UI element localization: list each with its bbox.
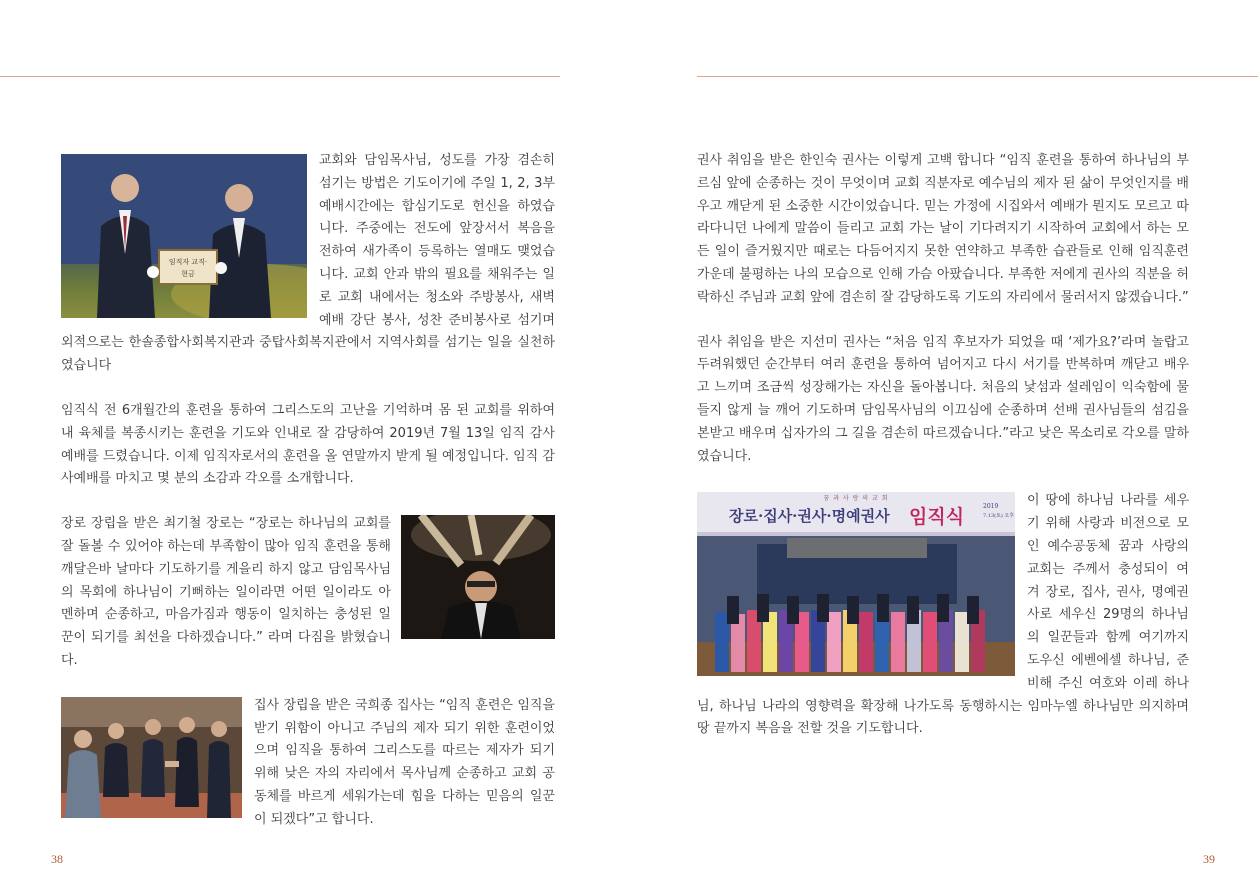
paragraph-deacon-testimony: 집사 장립을 받은 국희종 집사는 “임직 훈련은 임직을 받기 위함이 아니고 주님의 제자 되기 위한 훈련이었으며 임직을 통하여 그리스도를 따르는 제자가 되기 위해 낮은 자의 자리에서 목사님께 순종하고 교회 공동체를 바르게 세워가는데 힘을 다하는 믿음의 일꾼이 되겠다”고 합니다. bbox=[254, 697, 555, 827]
paragraph-kwonsa-han-testimony: 권사 취임을 받은 한인숙 권사는 이렇게 고백 합니다 “임직 훈련을 통하여 하나님의 부르심 앞에 순종하는 것이 무엇이며 교회 직분자로 예수님의 제자 된 삶이 무엇인지를 배우고 깨닫게 된 소중한 시간이었습니다. 믿는 가정에 시집와서 예배가 뭔지도 모르고 따라다니던 나에게 말씀이 들리고 교회 가는 날이 기다려지기 시작하여 교회에서 하는 모든 일이 즐거웠지만 때로는 다듬어지지 못한 연약하고 부족한 습관들로 인해 임직훈련 가운데 불평하는 나의 모습으로 인해 가슴 아팠습니다. 부족한 저에게 권사의 직분을 허락하신 주님과 교회 앞에 겸손히 잘 감당하도록 기도의 자리에서 물러서지 않겠습니다.” bbox=[697, 153, 1189, 305]
photo-elder-ordination bbox=[401, 515, 555, 639]
photo-group-ordination-ceremony bbox=[697, 492, 1015, 676]
page-number-left: 38 bbox=[51, 852, 63, 866]
photo-deacon-handshake bbox=[61, 697, 242, 818]
banner-church-name: 꿈 과 사 랑 의 교 회 bbox=[823, 495, 889, 503]
photo-plaque-presentation bbox=[61, 154, 307, 318]
page-number-right: 39 bbox=[1203, 852, 1215, 866]
right-page bbox=[697, 150, 1189, 741]
banner-year: 2019 bbox=[983, 503, 999, 511]
banner-title: 장로·집사·권사·명예권사 bbox=[729, 507, 890, 526]
plaque-text-line2: 현금 bbox=[181, 270, 195, 278]
banner-date: 7.13(토) 오후 bbox=[983, 513, 1015, 520]
paragraph-kwonsa-ji-testimony: 권사 취임을 받은 지선미 권사는 “처음 임직 후보자가 되었을 때 ‘제가요?’라며 놀랍고 두려워했던 순간부터 여러 훈련을 통하여 넘어지고 다시 서기를 반복하며 깨닫고 배우고 느끼며 조금씩 성장해가는 자신을 돌아봅니다. 처음의 낯섬과 설레임이 익숙함에 물들지 않게 늘 깨어 기도하며 담임목사님의 이끄심에 순종하며 선배 권사님들의 섬김을 본받고 배우며 십자가의 그 길을 겸손히 따르겠습니다.”라고 낮은 목소리로 각오를 말하였습니다. bbox=[697, 334, 1189, 464]
paragraph-closing-prayer: 이 땅에 하나님 나라를 세우기 위해 사랑과 비전으로 모인 예수공동체 꿈과 사랑의교회는 주께서 충성되이 여겨 장로, 집사, 권사, 명예권사로 세우신 29명의 하나님의 일꾼들과 함께 여기까지 도우신 에벤에셀 하나님, 준비해 주신 여호와 이레 하나님, 하나님 나라의 영향력을 확장해 나가도록 동행하시는 임마누엘 하나님만 의지하며 땅 끝까지 복음을 전할 것을 기도합니다. bbox=[697, 493, 1189, 737]
paragraph-training-summary: 임직식 전 6개월간의 훈련을 통하여 그리스도의 고난을 기억하며 몸 된 교회를 위하여 내 육체를 복종시키는 훈련을 기도와 인내로 잘 감당하여 2019년 7월 13일 임직 감사예배를 드렸습니다. 이제 임직자로서의 훈련을 올 연말까지 받게 될 예정입니다. 임직 감사예배를 마치고 몇 분의 소감과 각오를 소개합니다. bbox=[61, 402, 555, 487]
top-rule-left bbox=[0, 76, 560, 77]
paragraph-ministry-service: 교회와 담임목사님, 성도를 가장 겸손히 섬기는 방법은 기도이기에 주일 1, 2, 3부 예배시간에는 합심기도로 헌신을 하였습니다. 주중에는 전도에 앞장서서 복음을 전하여 새가족이 등록하는 열매도 맺었습니다. 교회 안과 밖의 필요를 채워주는 일로 교회 내에서는 청소와 주방봉사, 새벽예배 강단 봉사, 성찬 준비봉사로 섬기며 외적으로는 한솔종합사회복지관과 중탑사회복지관에서 지역사회를 섬기는 일을 실천하였습니다 bbox=[61, 153, 555, 374]
plaque-text-line1: 임직자 교직· bbox=[168, 258, 208, 266]
banner-highlight: 임직식 bbox=[909, 506, 965, 529]
left-page bbox=[61, 150, 555, 832]
top-rule-right bbox=[697, 76, 1258, 77]
paragraph-elder-testimony: 장로 장립을 받은 최기철 장로는 “장로는 하나님의 교회를 잘 돌볼 수 있어야 하는데 부족함이 많아 임직 훈련을 통해 깨달은바 날마다 기도하기를 게을리 하지 않고 담임목사님의 목회에 하나님이 기뻐하는 일이라면 어떤 일이라도 아멘하며 순종하고, 마음가짐과 행동이 일치하는 충성된 일꾼이 되기를 최선을 다하겠습니다.” 라며 다짐을 밝혔습니다. bbox=[61, 516, 391, 668]
